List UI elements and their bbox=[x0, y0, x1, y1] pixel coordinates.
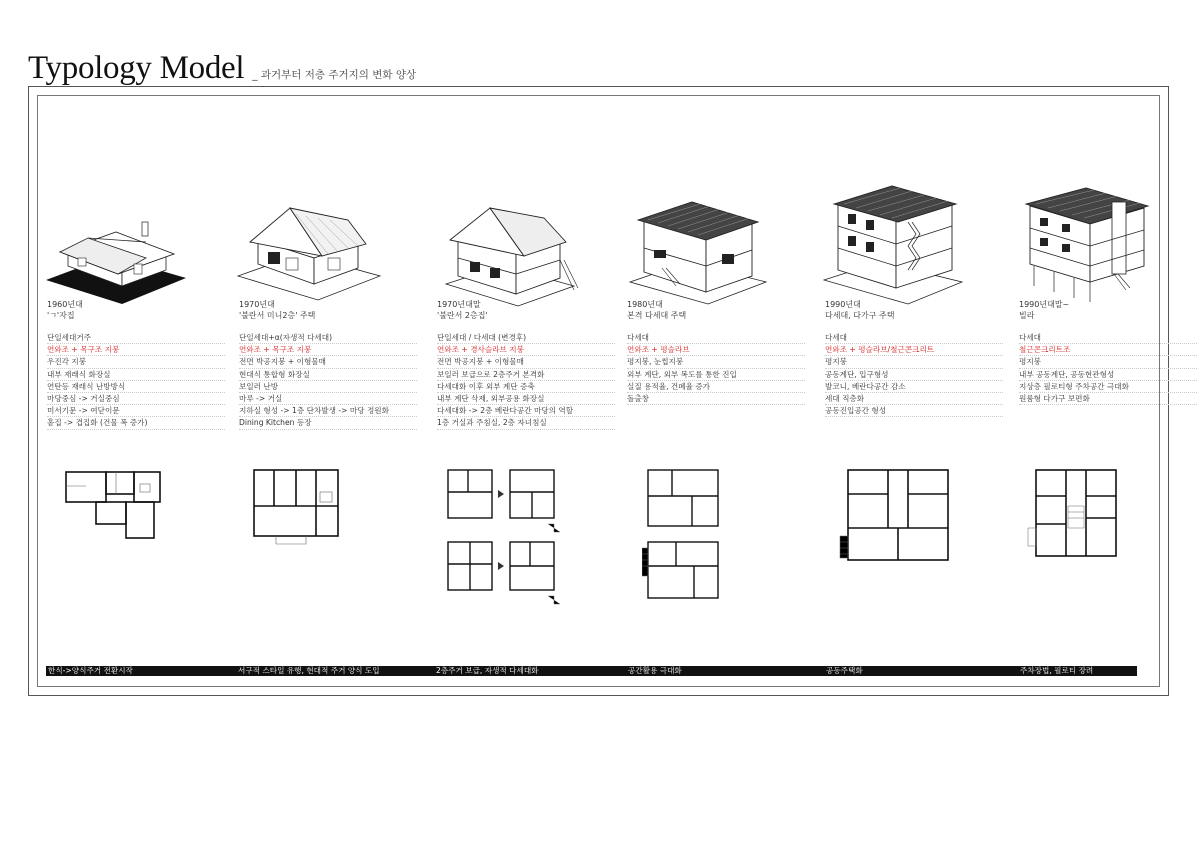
summary-bar bbox=[46, 666, 1137, 676]
floor-plan-1960s bbox=[56, 466, 166, 546]
page-subtitle: _ 과거부터 저층 주거지의 변화 양상 bbox=[252, 69, 417, 81]
feature-list: 단일세대거주 연와조 + 목구조 지붕 우진각 지붕 내부 재래식 화장실 연탄등 재래식 난방방식 마당중심 -> 거실중심 미서기문 -> 여닫이문 홑집 -> 겹집화 (건물 폭 증가) bbox=[47, 332, 225, 430]
feature-list: 단일세대 / 다세대 (변경후) 연와조 + 경사슬라브 지붕 전면 박공지붕 + 이형물매 보일러 보급으로 2층주거 본격화 다세대화 이후 외부 계단 증축 내부 계단 삭제, 외부공용 화장실 다세대화 -> 2층 베란다공간 마당의 역할 1층 거실과 주침실, 2층 자녀침실 bbox=[437, 332, 615, 430]
feature-list: 다세대 연와조 + 평슬라브/철근콘크리트 평지붕 공동계단, 입구형성 발코니, 베란다공간 감소 세대 직층화 공동진입공간 형성 bbox=[825, 332, 1003, 417]
isometric-house-late-1990s bbox=[1010, 158, 1170, 308]
summary-label-late-1990s: 주차장법, 필로티 장려 bbox=[1020, 666, 1094, 675]
diagram-panel bbox=[37, 95, 1160, 687]
floor-plan-late-1990s bbox=[1026, 466, 1136, 566]
summary-label-1970s: 서구적 스타일 유행, 현대적 주거 양식 도입 bbox=[238, 666, 380, 675]
feature-list: 단일세대+α(자생적 다세대) 연와조 + 목구조 지붕 전면 박공지붕 + 이형물매 현대식 통합형 화장실 보일러 난방 마루 -> 거실 지하실 형성 -> 1층 단차발생 -> 마당 정원화 Dining Kitchen 등장 bbox=[239, 332, 417, 430]
era-label: 1980년대 본격 다세대 주택 bbox=[627, 300, 687, 320]
outer-frame bbox=[28, 86, 1169, 696]
floor-plan-late-1970s bbox=[444, 466, 574, 616]
summary-label-1990s: 공동주택화 bbox=[826, 666, 863, 675]
summary-label-1960s: 한식->양식주거 전환시작 bbox=[48, 666, 133, 675]
era-label: 1990년대 다세대, 다가구 주택 bbox=[825, 300, 895, 320]
floor-plan-1970s bbox=[246, 466, 356, 552]
isometric-house-late-1970s bbox=[428, 158, 588, 308]
isometric-house-1960s bbox=[38, 158, 198, 308]
page-title: Typology Model bbox=[28, 50, 245, 86]
era-label: 1970년대말 '불란서 2층집' bbox=[437, 300, 488, 320]
era-label: 1970년대 '불란서 미니2층' 주택 bbox=[239, 300, 316, 320]
feature-list: 다세대 철근콘크리트조 평지붕 내부 공동계단, 공동현관형성 지상층 필로티형 주차공간 극대화 원룸형 다가구 보편화 bbox=[1019, 332, 1197, 405]
floor-plan-1990s bbox=[838, 466, 958, 566]
summary-label-1980s: 공간활용 극대화 bbox=[628, 666, 682, 675]
era-label: 1960년대 'ㄱ'자집 bbox=[47, 300, 83, 320]
isometric-house-1990s bbox=[816, 158, 976, 308]
era-label: 1990년대말~ 빌라 bbox=[1019, 300, 1070, 320]
isometric-house-1970s bbox=[230, 158, 390, 308]
summary-label-late-1970s: 2층주거 보급, 자생적 다세대화 bbox=[436, 666, 539, 675]
isometric-house-1980s bbox=[618, 158, 778, 308]
title-row bbox=[28, 50, 416, 87]
floor-plan-1980s bbox=[642, 466, 742, 616]
feature-list: 다세대 연와조 + 평슬라브 평지붕, 눈썹지붕 외부 계단, 외부 복도를 통한 진입 실질 용적율, 건폐율 증가 돌출창 bbox=[627, 332, 805, 405]
